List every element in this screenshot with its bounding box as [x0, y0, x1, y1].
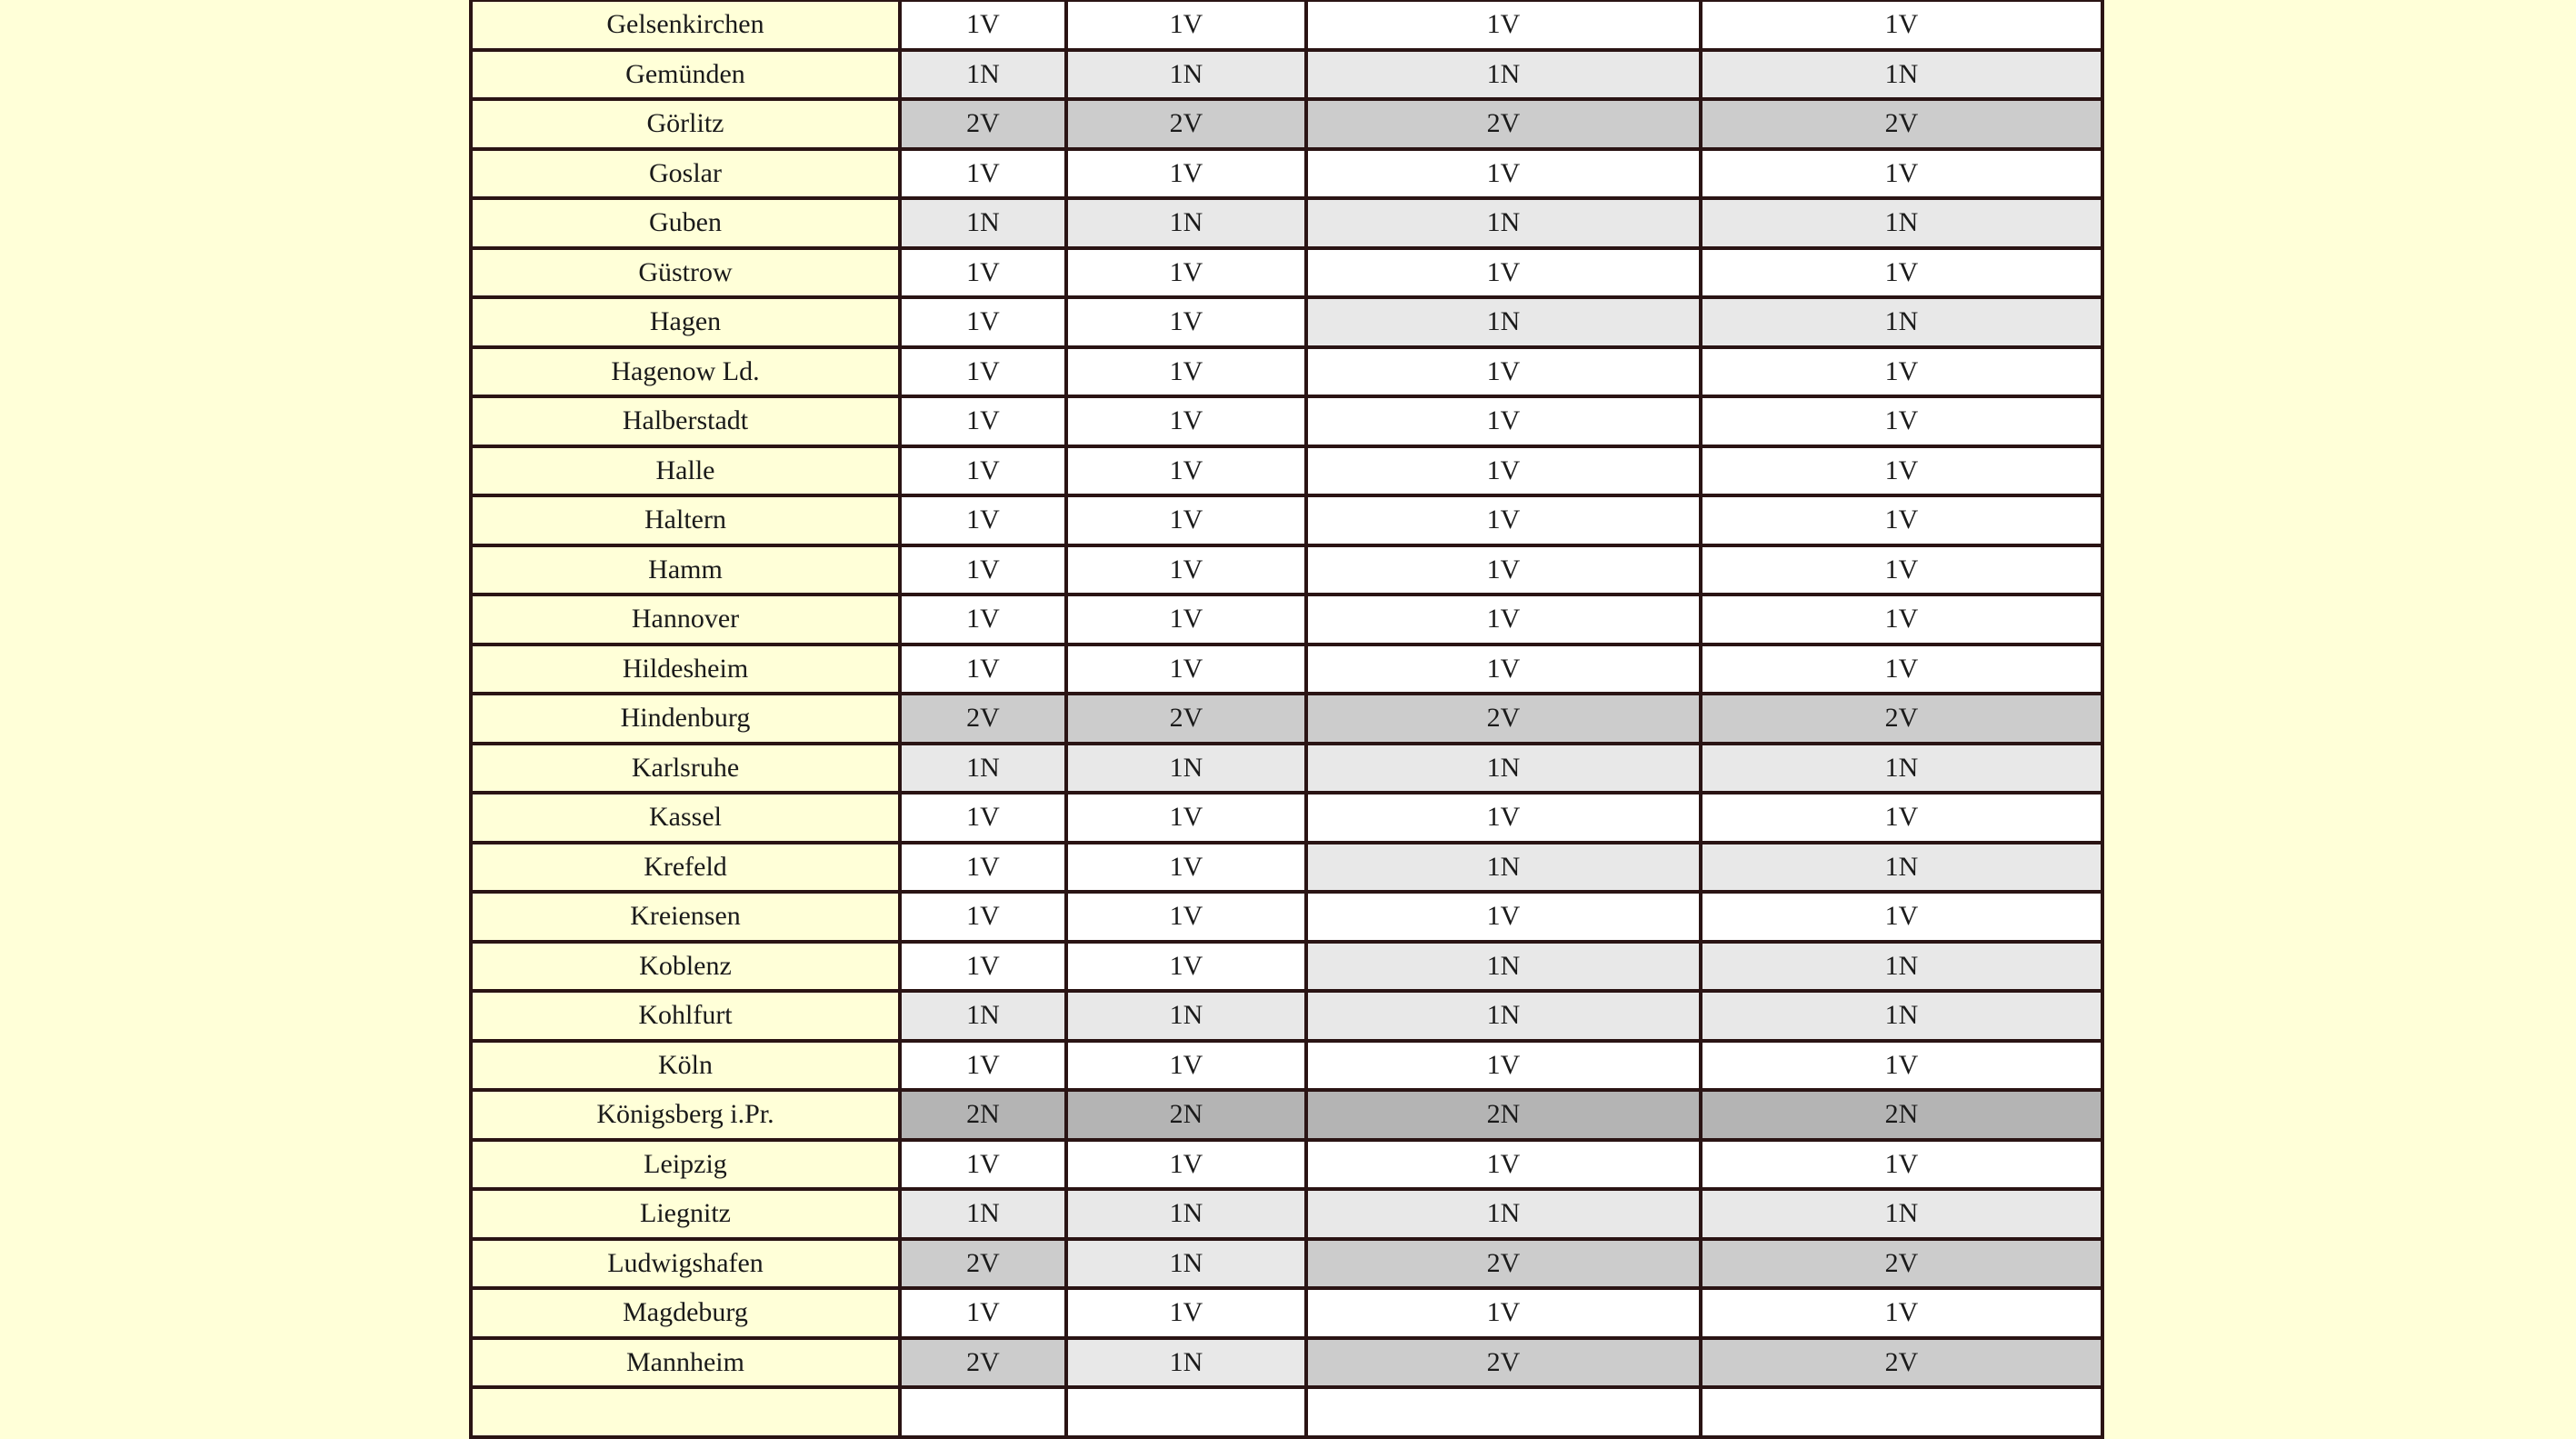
- table-row: [471, 892, 2102, 942]
- value-cell-col-3: 1V: [1306, 545, 1701, 595]
- classification-table: [469, 0, 2104, 1439]
- value-cell-col-4: 1V: [1701, 495, 2102, 545]
- value-cell-col-4: 1V: [1701, 1140, 2102, 1190]
- value-cell-col-1: 1V: [900, 0, 1066, 50]
- value-cell-col-4: 1V: [1701, 347, 2102, 397]
- value-cell-col-1: 1N: [900, 991, 1066, 1041]
- value-cell-col-1: 1N: [900, 50, 1066, 100]
- table-row: [471, 99, 2102, 149]
- value-cell-col-1: 1V: [900, 495, 1066, 545]
- table-row: [471, 694, 2102, 744]
- table-row: [471, 0, 2102, 50]
- value-cell-col-2: 1V: [1066, 645, 1306, 695]
- value-cell-col-4: 1V: [1701, 545, 2102, 595]
- value-cell-col-1: 2V: [900, 1239, 1066, 1289]
- value-cell-col-2: 1V: [1066, 942, 1306, 992]
- value-cell-col-3: 1N: [1306, 991, 1701, 1041]
- city-name-cell: Hagen: [471, 297, 900, 347]
- table-row: [471, 1338, 2102, 1388]
- value-cell-col-2: 1V: [1066, 1288, 1306, 1338]
- value-cell-col-2: 1V: [1066, 495, 1306, 545]
- value-cell-col-2: 1N: [1066, 1239, 1306, 1289]
- value-cell-col-4: 1N: [1701, 50, 2102, 100]
- value-cell-col-4: 1N: [1701, 198, 2102, 248]
- value-cell-col-1: 1V: [900, 843, 1066, 893]
- city-name-cell: Kassel: [471, 793, 900, 843]
- table-row: [471, 149, 2102, 199]
- value-cell-col-2: 2V: [1066, 99, 1306, 149]
- value-cell-col-1: 1V: [900, 942, 1066, 992]
- value-cell-col-4: 1V: [1701, 396, 2102, 446]
- city-name-cell: Guben: [471, 198, 900, 248]
- table-row: [471, 843, 2102, 893]
- value-cell-col-2: 1N: [1066, 50, 1306, 100]
- value-cell-col-4: 1V: [1701, 595, 2102, 645]
- city-name-cell: Hamm: [471, 545, 900, 595]
- city-name-cell: [471, 1387, 900, 1437]
- value-cell-col-4: 1N: [1701, 297, 2102, 347]
- value-cell-col-2: 1V: [1066, 0, 1306, 50]
- value-cell-col-1: [900, 1387, 1066, 1437]
- table-row: [471, 942, 2102, 992]
- value-cell-col-1: 1V: [900, 1140, 1066, 1190]
- value-cell-col-1: 1N: [900, 744, 1066, 794]
- city-name-cell: Gelsenkirchen: [471, 0, 900, 50]
- city-name-cell: Magdeburg: [471, 1288, 900, 1338]
- table-row: [471, 248, 2102, 298]
- value-cell-col-3: 2V: [1306, 99, 1701, 149]
- value-cell-col-1: 1V: [900, 545, 1066, 595]
- value-cell-col-3: 1N: [1306, 942, 1701, 992]
- city-name-cell: Güstrow: [471, 248, 900, 298]
- city-name-cell: Koblenz: [471, 942, 900, 992]
- value-cell-col-1: 1V: [900, 1041, 1066, 1091]
- value-cell-col-4: 2V: [1701, 1239, 2102, 1289]
- value-cell-col-3: 1V: [1306, 645, 1701, 695]
- value-cell-col-4: 1N: [1701, 1189, 2102, 1239]
- value-cell-col-2: 1V: [1066, 1140, 1306, 1190]
- value-cell-col-4: 1N: [1701, 991, 2102, 1041]
- value-cell-col-1: 2V: [900, 1338, 1066, 1388]
- city-name-cell: Leipzig: [471, 1140, 900, 1190]
- value-cell-col-2: 1V: [1066, 545, 1306, 595]
- value-cell-col-4: 1V: [1701, 793, 2102, 843]
- city-name-cell: Goslar: [471, 149, 900, 199]
- value-cell-col-2: 1V: [1066, 396, 1306, 446]
- city-name-cell: Hindenburg: [471, 694, 900, 744]
- value-cell-col-1: 1V: [900, 149, 1066, 199]
- value-cell-col-4: 1V: [1701, 645, 2102, 695]
- table-row: [471, 396, 2102, 446]
- table-row: [471, 495, 2102, 545]
- value-cell-col-2: 1V: [1066, 248, 1306, 298]
- value-cell-col-1: 2N: [900, 1090, 1066, 1140]
- value-cell-col-2: 1V: [1066, 446, 1306, 496]
- value-cell-col-1: 1V: [900, 793, 1066, 843]
- table-body: [471, 0, 2102, 1437]
- value-cell-col-1: 1V: [900, 396, 1066, 446]
- value-cell-col-4: 2N: [1701, 1090, 2102, 1140]
- value-cell-col-3: 1N: [1306, 50, 1701, 100]
- table-row: [471, 1387, 2102, 1437]
- value-cell-col-2: 1N: [1066, 744, 1306, 794]
- city-name-cell: Karlsruhe: [471, 744, 900, 794]
- value-cell-col-2: 2V: [1066, 694, 1306, 744]
- value-cell-col-3: 1N: [1306, 1189, 1701, 1239]
- value-cell-col-2: 1V: [1066, 149, 1306, 199]
- value-cell-col-4: 1N: [1701, 843, 2102, 893]
- value-cell-col-2: 1N: [1066, 1189, 1306, 1239]
- value-cell-col-2: 1N: [1066, 991, 1306, 1041]
- value-cell-col-3: 1V: [1306, 892, 1701, 942]
- city-name-cell: Görlitz: [471, 99, 900, 149]
- value-cell-col-2: 1N: [1066, 198, 1306, 248]
- city-name-cell: Kreiensen: [471, 892, 900, 942]
- city-name-cell: Haltern: [471, 495, 900, 545]
- table-row: [471, 347, 2102, 397]
- value-cell-col-1: 2V: [900, 99, 1066, 149]
- table-row: [471, 595, 2102, 645]
- value-cell-col-3: 1V: [1306, 495, 1701, 545]
- value-cell-col-2: 1V: [1066, 595, 1306, 645]
- table-row: [471, 1140, 2102, 1190]
- table-row: [471, 793, 2102, 843]
- value-cell-col-4: 1V: [1701, 1041, 2102, 1091]
- classification-table-wrapper: [469, 0, 2104, 1439]
- table-row: [471, 1189, 2102, 1239]
- value-cell-col-3: [1306, 1387, 1701, 1437]
- table-row: [471, 50, 2102, 100]
- value-cell-col-3: 1N: [1306, 843, 1701, 893]
- city-name-cell: Königsberg i.Pr.: [471, 1090, 900, 1140]
- city-name-cell: Krefeld: [471, 843, 900, 893]
- value-cell-col-4: 1V: [1701, 149, 2102, 199]
- value-cell-col-1: 1V: [900, 595, 1066, 645]
- value-cell-col-3: 1N: [1306, 744, 1701, 794]
- city-name-cell: Mannheim: [471, 1338, 900, 1388]
- value-cell-col-1: 1V: [900, 297, 1066, 347]
- value-cell-col-3: 1N: [1306, 198, 1701, 248]
- city-name-cell: Halle: [471, 446, 900, 496]
- value-cell-col-2: 1V: [1066, 892, 1306, 942]
- value-cell-col-4: 1V: [1701, 892, 2102, 942]
- city-name-cell: Gemünden: [471, 50, 900, 100]
- value-cell-col-4: 2V: [1701, 99, 2102, 149]
- value-cell-col-3: 1V: [1306, 595, 1701, 645]
- value-cell-col-1: 1V: [900, 645, 1066, 695]
- table-row: [471, 1041, 2102, 1091]
- table-row: [471, 1288, 2102, 1338]
- value-cell-col-1: 1N: [900, 1189, 1066, 1239]
- value-cell-col-3: 2V: [1306, 1338, 1701, 1388]
- value-cell-col-4: 1V: [1701, 446, 2102, 496]
- value-cell-col-1: 1N: [900, 198, 1066, 248]
- city-name-cell: Liegnitz: [471, 1189, 900, 1239]
- table-row: [471, 1239, 2102, 1289]
- value-cell-col-2: 1V: [1066, 297, 1306, 347]
- table-row: [471, 991, 2102, 1041]
- city-name-cell: Hannover: [471, 595, 900, 645]
- value-cell-col-1: 1V: [900, 1288, 1066, 1338]
- value-cell-col-4: 2V: [1701, 1338, 2102, 1388]
- value-cell-col-1: 1V: [900, 446, 1066, 496]
- value-cell-col-1: 1V: [900, 892, 1066, 942]
- value-cell-col-1: 1V: [900, 248, 1066, 298]
- value-cell-col-2: 1V: [1066, 347, 1306, 397]
- value-cell-col-1: 2V: [900, 694, 1066, 744]
- value-cell-col-4: 1V: [1701, 0, 2102, 50]
- table-row: [471, 645, 2102, 695]
- table-row: [471, 446, 2102, 496]
- value-cell-col-3: 1V: [1306, 1140, 1701, 1190]
- value-cell-col-3: 2N: [1306, 1090, 1701, 1140]
- value-cell-col-3: 1V: [1306, 347, 1701, 397]
- city-name-cell: Kohlfurt: [471, 991, 900, 1041]
- table-row: [471, 198, 2102, 248]
- value-cell-col-2: 1V: [1066, 793, 1306, 843]
- value-cell-col-3: 1N: [1306, 297, 1701, 347]
- table-row: [471, 1090, 2102, 1140]
- city-name-cell: Hagenow Ld.: [471, 347, 900, 397]
- value-cell-col-1: 1V: [900, 347, 1066, 397]
- value-cell-col-3: 1V: [1306, 0, 1701, 50]
- city-name-cell: Hildesheim: [471, 645, 900, 695]
- value-cell-col-3: 1V: [1306, 248, 1701, 298]
- value-cell-col-2: 2N: [1066, 1090, 1306, 1140]
- table-row: [471, 744, 2102, 794]
- city-name-cell: Köln: [471, 1041, 900, 1091]
- value-cell-col-4: 1V: [1701, 1288, 2102, 1338]
- value-cell-col-4: 2V: [1701, 694, 2102, 744]
- value-cell-col-3: 2V: [1306, 1239, 1701, 1289]
- value-cell-col-4: 1N: [1701, 942, 2102, 992]
- value-cell-col-3: 1V: [1306, 396, 1701, 446]
- city-name-cell: Halberstadt: [471, 396, 900, 446]
- value-cell-col-4: 1V: [1701, 248, 2102, 298]
- table-row: [471, 545, 2102, 595]
- value-cell-col-3: 1V: [1306, 793, 1701, 843]
- value-cell-col-2: [1066, 1387, 1306, 1437]
- value-cell-col-3: 1V: [1306, 446, 1701, 496]
- value-cell-col-3: 1V: [1306, 1041, 1701, 1091]
- value-cell-col-2: 1N: [1066, 1338, 1306, 1388]
- value-cell-col-3: 1V: [1306, 1288, 1701, 1338]
- value-cell-col-4: [1701, 1387, 2102, 1437]
- table-row: [471, 297, 2102, 347]
- value-cell-col-3: 2V: [1306, 694, 1701, 744]
- value-cell-col-2: 1V: [1066, 1041, 1306, 1091]
- value-cell-col-4: 1N: [1701, 744, 2102, 794]
- value-cell-col-3: 1V: [1306, 149, 1701, 199]
- value-cell-col-2: 1V: [1066, 843, 1306, 893]
- city-name-cell: Ludwigshafen: [471, 1239, 900, 1289]
